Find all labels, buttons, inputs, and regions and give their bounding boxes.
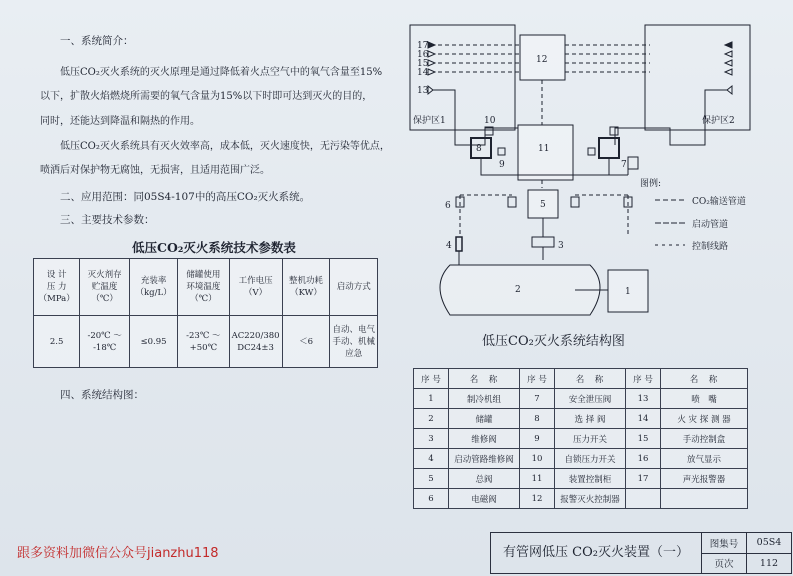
component-row: [414, 409, 748, 429]
label-17: 17: [417, 41, 429, 51]
header-line: 启动方式: [336, 282, 371, 292]
intro-line-1: 低压CO₂灭火系统的灭火原理是通过降低着火点空气中的氧气含量至15%: [60, 67, 383, 78]
intro-line-2: 以下，扩散火焰燃烧所需要的氧气含量为15%以下时即可达到灭火的目的，: [40, 91, 373, 102]
label-9: 9: [499, 160, 505, 170]
value-line: 2.5: [49, 336, 64, 347]
system-diagram: [400, 20, 793, 340]
legend-title: 图例:: [640, 179, 662, 189]
legend-control: 控制线路: [692, 242, 729, 252]
item-num: 12: [520, 489, 555, 509]
page-value: 112: [747, 553, 792, 574]
param-header: [178, 259, 229, 316]
value-line: 自动、电气: [332, 324, 375, 335]
param-value: [178, 316, 229, 368]
atlas-label: 图集号: [702, 533, 747, 554]
item-name: 制冷机组: [449, 389, 520, 409]
section-2-heading: 二、应用范围：同05S4-107中的高压CO₂灭火系统。: [60, 191, 311, 203]
param-header: [80, 259, 130, 316]
col-header-num: 序 号: [626, 369, 661, 389]
item-name: 喷 嘴: [661, 389, 748, 409]
component-row: [414, 469, 748, 489]
section-3-heading: 三、主要技术参数：: [60, 214, 155, 226]
section-1-heading: 一、系统简介：: [60, 35, 134, 47]
label-16: 16: [417, 50, 429, 60]
selection-valve-right: [599, 138, 619, 158]
item-num: 3: [414, 429, 449, 449]
item-num: 14: [626, 409, 661, 429]
pressure-switch-9: [498, 148, 505, 155]
label-3: 3: [558, 241, 564, 251]
label-2: 2: [515, 285, 521, 295]
item-name: 报警灭火控制器: [555, 489, 626, 509]
legend-start: 启动管道: [692, 220, 729, 230]
label-4: 4: [446, 241, 452, 251]
value-line: ≤0.95: [140, 336, 167, 347]
header-line: 环境温度: [186, 282, 221, 292]
intro-line-3: 同时，还能达到降温和隔热的作用。: [40, 116, 200, 127]
value-line: 应急: [345, 348, 363, 359]
title-block: [490, 532, 792, 574]
header-line: （℃）: [91, 294, 118, 304]
safety-valve-7: [628, 157, 638, 169]
component-row: [414, 489, 748, 509]
item-num: 1: [414, 389, 449, 409]
col-header-name: 名 称: [661, 369, 748, 389]
header-line: （℃）: [190, 294, 217, 304]
col-header-name: 名 称: [555, 369, 626, 389]
label-6: 6: [445, 201, 451, 211]
header-line: （V）: [244, 288, 268, 298]
item-num: 16: [626, 449, 661, 469]
header-line: （KW）: [290, 288, 322, 298]
zone-2-label: 保护区2: [702, 116, 735, 126]
param-header: [34, 259, 80, 316]
header-line: （kg/L）: [135, 288, 172, 298]
item-name: 放气显示: [661, 449, 748, 469]
param-value: [130, 316, 178, 368]
feature-line-1: 低压CO₂灭火系统具有灭火效率高，成本低，灭火速度快，无污染等优点，: [60, 141, 390, 152]
header-line: 压 力: [46, 282, 67, 292]
item-num: 4: [414, 449, 449, 469]
param-value: [229, 316, 282, 368]
item-num: 8: [520, 409, 555, 429]
label-12: 12: [536, 55, 548, 65]
item-num: 6: [414, 489, 449, 509]
label-5: 5: [540, 200, 546, 210]
value-line: AC220/380: [231, 330, 280, 341]
item-num: 10: [520, 449, 555, 469]
header-line: 灭火剂存: [87, 270, 122, 280]
item-num: 5: [414, 469, 449, 489]
label-15: 15: [417, 59, 429, 69]
label-8: 8: [476, 144, 482, 154]
param-header: [330, 259, 378, 316]
item-name: 储罐: [449, 409, 520, 429]
item-name: 声光报警器: [661, 469, 748, 489]
page-label: 页次: [702, 553, 747, 574]
param-value-row: [34, 316, 378, 368]
item-num-empty: [626, 489, 661, 509]
item-name: 压力开关: [555, 429, 626, 449]
zone-1-label: 保护区1: [413, 116, 446, 126]
protection-zone-2: [645, 25, 750, 130]
label-1: 1: [625, 287, 631, 297]
value-line: 手动、机械: [332, 336, 375, 347]
item-name: 安全泄压阀: [555, 389, 626, 409]
watermark-text: 跟多资料加微信公众号jianzhu118: [17, 546, 219, 561]
item-num: 15: [626, 429, 661, 449]
param-value: [34, 316, 80, 368]
value-line: -20℃ ～: [87, 330, 122, 341]
header-line: 设 计: [46, 270, 67, 280]
label-7: 7: [621, 160, 627, 170]
param-value: [282, 316, 330, 368]
param-value: [330, 316, 378, 368]
startup-repair-valve-4: [456, 237, 462, 251]
param-header-row: [34, 259, 378, 316]
item-num: 11: [520, 469, 555, 489]
label-14: 14: [417, 68, 429, 78]
item-name: 电磁阀: [449, 489, 520, 509]
header-line: 工作电压: [238, 276, 273, 286]
sheet-title: 有管网低压 CO₂灭火装置（一）: [503, 545, 689, 560]
component-row: [414, 449, 748, 469]
col-header-name: 名 称: [449, 369, 520, 389]
item-name: 选 择 阀: [555, 409, 626, 429]
header-line: 贮温度: [91, 282, 118, 292]
param-header: [130, 259, 178, 316]
label-13: 13: [417, 86, 429, 96]
item-name: 维修阀: [449, 429, 520, 449]
value-line: +50℃: [189, 342, 218, 353]
param-table: [33, 258, 378, 368]
param-header: [282, 259, 330, 316]
component-header-row: [414, 369, 748, 389]
item-name: 火 灾 探 测 器: [661, 409, 748, 429]
component-table: [413, 368, 748, 509]
item-name: 自锁压力开关: [555, 449, 626, 469]
header-line: （MPa）: [38, 294, 75, 304]
value-line: ＜6: [299, 336, 313, 347]
component-row: [414, 389, 748, 409]
section-4-heading: 四、系统结构图：: [60, 389, 144, 401]
atlas-value: 05S4: [747, 533, 792, 554]
value-line: DC24±3: [237, 342, 274, 353]
param-value: [80, 316, 130, 368]
label-10: 10: [484, 116, 496, 126]
header-line: 充装率: [140, 276, 167, 286]
label-11: 11: [538, 144, 550, 154]
component-row: [414, 429, 748, 449]
item-num: 9: [520, 429, 555, 449]
header-line: 储罐使用: [186, 270, 221, 280]
header-line: 整机功耗: [289, 276, 324, 286]
param-header: [229, 259, 282, 316]
item-name: 装置控制柜: [555, 469, 626, 489]
diagram-caption: 低压CO₂灭火系统结构图: [482, 334, 625, 349]
value-line: -23℃ ～: [186, 330, 221, 341]
feature-line-2: 喷洒后对保护物无腐蚀，无损害，且适用范围广泛。: [40, 165, 270, 176]
item-name-empty: [661, 489, 748, 509]
sheet-info: [701, 532, 792, 574]
item-name: 手动控制盒: [661, 429, 748, 449]
repair-valve-3: [532, 237, 554, 247]
item-name: 启动管路维修阀: [449, 449, 520, 469]
col-header-num: 序 号: [520, 369, 555, 389]
item-num: 7: [520, 389, 555, 409]
item-num: 13: [626, 389, 661, 409]
legend-co2: CO₂输送管道: [692, 197, 746, 207]
item-name: 总阀: [449, 469, 520, 489]
item-num: 2: [414, 409, 449, 429]
value-line: -18℃: [93, 342, 117, 353]
item-num: 17: [626, 469, 661, 489]
col-header-num: 序 号: [414, 369, 449, 389]
param-table-title: 低压CO₂灭火系统技术参数表: [132, 240, 296, 255]
